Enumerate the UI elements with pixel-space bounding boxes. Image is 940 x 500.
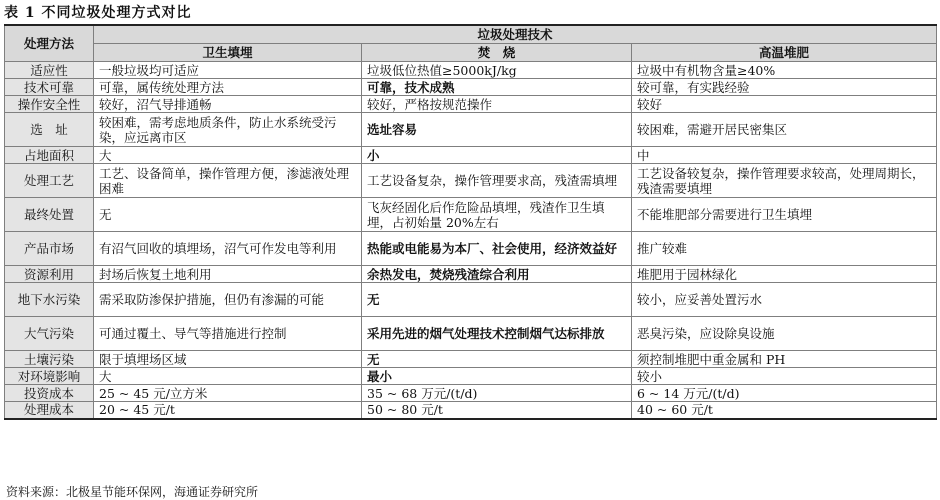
row-label: 大气污染 [5,317,94,351]
table-row [5,283,937,317]
header-composting: 高温堆肥 [632,44,937,62]
table-caption-number: 1 [24,5,36,21]
cell-composting: 推广较难 [632,232,937,266]
header-tech: 垃圾处理技术 [94,25,937,44]
header-row-columns [5,44,937,62]
cell-composting: 中 [632,147,937,164]
cell-incineration: 热能或电能易为本厂、社会使用，经济效益好 [362,232,632,266]
cell-incineration: 工艺设备复杂，操作管理要求高，残渣需填埋 [362,164,632,198]
cell-landfill: 封场后恢复土地利用 [94,266,362,283]
header-method: 处理方法 [5,25,94,62]
row-label: 操作安全性 [5,96,94,113]
cell-incineration: 小 [362,147,632,164]
cell-incineration: 余热发电，焚烧残渣综合利用 [362,266,632,283]
table-row [5,266,937,283]
cell-landfill: 可通过覆土、导气等措施进行控制 [94,317,362,351]
cell-composting: 堆肥用于园林绿化 [632,266,937,283]
row-label: 土壤污染 [5,351,94,368]
table-row [5,79,937,96]
cell-composting: 不能堆肥部分需要进行卫生填埋 [632,198,937,232]
cell-incineration: 最小 [362,368,632,385]
cell-composting: 6 ~ 14 万元/(t/d) [632,385,937,402]
row-label: 资源利用 [5,266,94,283]
comparison-table [4,24,937,420]
cell-landfill: 工艺、设备简单，操作管理方便，渗滤液处理困难 [94,164,362,198]
row-label: 占地面积 [5,147,94,164]
row-label: 处理工艺 [5,164,94,198]
table-row [5,402,937,419]
cell-composting: 恶臭污染，应设除臭设施 [632,317,937,351]
cell-landfill: 大 [94,147,362,164]
cell-incineration: 无 [362,283,632,317]
row-label: 投资成本 [5,385,94,402]
source-note: 资料来源：北极星节能环保网，海通证券研究所 [6,485,259,499]
table-row [5,317,937,351]
cell-landfill: 无 [94,198,362,232]
cell-incineration: 选址容易 [362,113,632,147]
row-label: 技术可靠 [5,79,94,96]
table-row [5,113,937,147]
cell-composting: 40 ~ 60 元/t [632,402,937,419]
row-label: 最终处置 [5,198,94,232]
cell-composting: 较困难，需避开居民密集区 [632,113,937,147]
cell-incineration: 35 ~ 68 万元/(t/d) [362,385,632,402]
cell-landfill: 有沼气回收的填埋场，沼气可作发电等利用 [94,232,362,266]
cell-incineration: 可靠，技术成熟 [362,79,632,96]
table-caption-text: 不同垃圾处理方式对比 [41,5,192,21]
row-label: 适应性 [5,62,94,79]
table-row [5,164,937,198]
row-label: 对环境影响 [5,368,94,385]
table-caption-prefix: 表 [4,5,19,21]
header-incineration: 焚 烧 [362,44,632,62]
table-row [5,147,937,164]
cell-composting: 较小，应妥善处置污水 [632,283,937,317]
cell-incineration: 无 [362,351,632,368]
cell-composting: 须控制堆肥中重金属和 PH [632,351,937,368]
cell-landfill: 可靠，属传统处理方法 [94,79,362,96]
cell-landfill: 较困难，需考虑地质条件，防止水系统受污染，应远离市区 [94,113,362,147]
cell-incineration: 飞灰经固化后作危险品填埋，残渣作卫生填埋，占初始量 20%左右 [362,198,632,232]
row-label: 处理成本 [5,402,94,419]
cell-incineration: 50 ~ 80 元/t [362,402,632,419]
header-landfill: 卫生填埋 [94,44,362,62]
cell-landfill: 限于填埋场区域 [94,351,362,368]
cell-landfill: 25 ~ 45 元/立方米 [94,385,362,402]
table-row [5,198,937,232]
cell-landfill: 20 ~ 45 元/t [94,402,362,419]
row-label: 选 址 [5,113,94,147]
table-row [5,368,937,385]
table-row [5,96,937,113]
cell-landfill: 需采取防渗保护措施，但仍有渗漏的可能 [94,283,362,317]
cell-landfill: 较好，沼气导排通畅 [94,96,362,113]
cell-landfill: 大 [94,368,362,385]
cell-landfill: 一般垃圾均可适应 [94,62,362,79]
table-caption [4,2,192,22]
cell-composting: 工艺设备较复杂，操作管理要求较高，处理周期长，残渣需要填埋 [632,164,937,198]
cell-composting: 垃圾中有机物含量≥40% [632,62,937,79]
cell-composting: 较小 [632,368,937,385]
cell-incineration: 垃圾低位热值≥5000kJ/kg [362,62,632,79]
row-label: 地下水污染 [5,283,94,317]
header-row-top [5,25,937,44]
cell-composting: 较可靠，有实践经验 [632,79,937,96]
cell-composting: 较好 [632,96,937,113]
table-row [5,232,937,266]
row-label: 产品市场 [5,232,94,266]
cell-incineration: 较好，严格按规范操作 [362,96,632,113]
table-row [5,62,937,79]
cell-incineration: 采用先进的烟气处理技术控制烟气达标排放 [362,317,632,351]
table-row [5,351,937,368]
table-row [5,385,937,402]
